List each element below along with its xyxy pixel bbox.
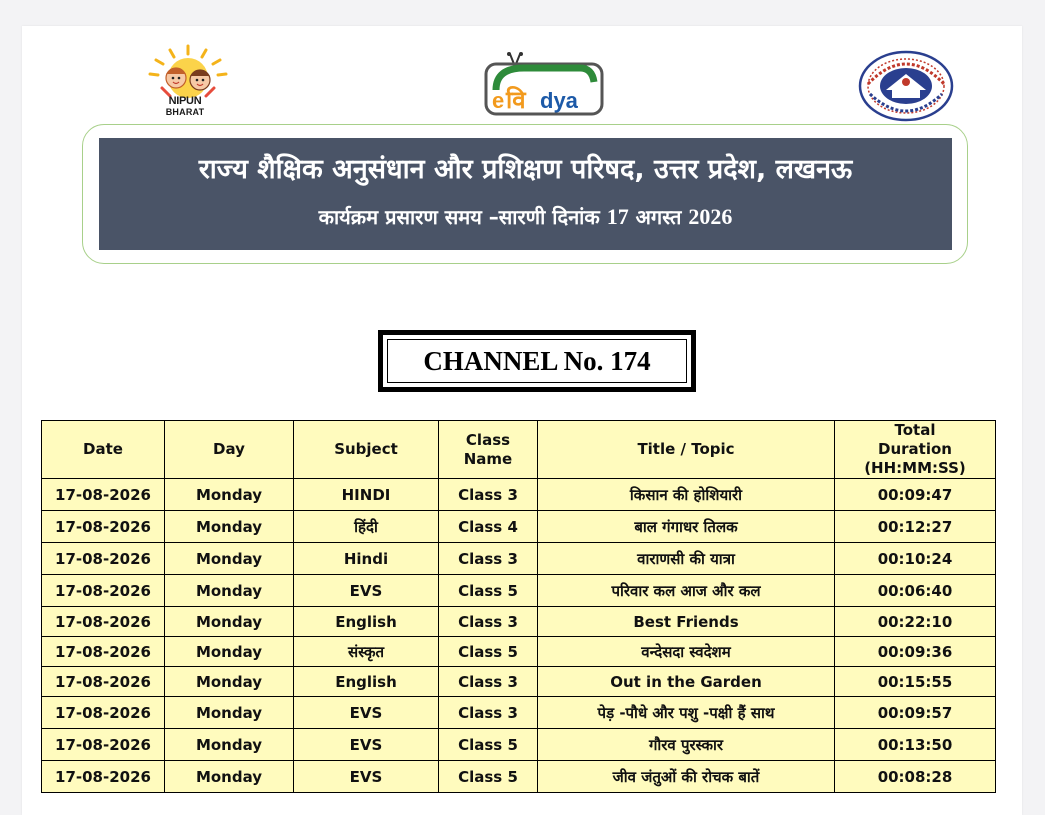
cell-duration: 00:12:27 [835, 511, 996, 543]
table-row [42, 761, 996, 793]
nipun-logo-line1: NIPUN [168, 95, 202, 107]
cell-topic: पेड़ -पौधे और पशु -पक्षी हैं साथ [538, 697, 835, 729]
channel-label: CHANNEL No. 174 [387, 339, 687, 383]
cell-class: Class 3 [439, 607, 538, 637]
table-header-row [42, 421, 996, 479]
cell-date: 17-08-2026 [42, 511, 165, 543]
cell-topic: गौरव पुरस्कार [538, 729, 835, 761]
cell-class: Class 5 [439, 575, 538, 607]
cell-day: Monday [165, 543, 294, 575]
cell-duration: 00:08:28 [835, 761, 996, 793]
schedule-subtitle-prefix: कार्यक्रम प्रसारण समय –सारणी दिनांक [318, 205, 600, 229]
header-title-topic: Title / Topic [538, 421, 835, 479]
cell-day: Monday [165, 479, 294, 511]
header-class-name [439, 421, 538, 479]
document-page [22, 26, 1022, 815]
scert-seal-icon [858, 50, 954, 122]
svg-text:e: e [492, 88, 505, 113]
table-row [42, 479, 996, 511]
table-row [42, 575, 996, 607]
cell-class: Class 5 [439, 637, 538, 667]
cell-class: Class 5 [439, 761, 538, 793]
cell-day: Monday [165, 511, 294, 543]
schedule-date-month: अगस्त [635, 205, 682, 229]
cell-day: Monday [165, 761, 294, 793]
header-total-duration [835, 421, 996, 479]
table-row [42, 667, 996, 697]
cell-class: Class 3 [439, 697, 538, 729]
schedule-date-year: 2026 [688, 204, 733, 229]
header-total-duration-text: Total Duration (HH:MM:SS) [864, 421, 966, 477]
cell-day: Monday [165, 607, 294, 637]
table-row [42, 729, 996, 761]
cell-duration: 00:09:47 [835, 479, 996, 511]
cell-subject: संस्कृत [294, 637, 439, 667]
cell-duration: 00:13:50 [835, 729, 996, 761]
header-date: Date [42, 421, 165, 479]
cell-day: Monday [165, 667, 294, 697]
cell-subject: EVS [294, 729, 439, 761]
cell-day: Monday [165, 697, 294, 729]
svg-text:dya: dya [540, 88, 578, 113]
cell-topic: किसान की होशियारी [538, 479, 835, 511]
cell-date: 17-08-2026 [42, 761, 165, 793]
cell-subject: EVS [294, 575, 439, 607]
table-row [42, 637, 996, 667]
cell-subject: HINDI [294, 479, 439, 511]
evidya-logo-icon [484, 50, 604, 116]
cell-subject: EVS [294, 697, 439, 729]
cell-class: Class 5 [439, 729, 538, 761]
table-row [42, 511, 996, 543]
nipun-bharat-logo [136, 42, 240, 122]
cell-day: Monday [165, 575, 294, 607]
schedule-date-day: 17 [606, 204, 629, 229]
title-banner [99, 138, 952, 250]
cell-duration: 00:15:55 [835, 667, 996, 697]
cell-duration: 00:09:57 [835, 697, 996, 729]
cell-subject: EVS [294, 761, 439, 793]
header-subject: Subject [294, 421, 439, 479]
table-row [42, 607, 996, 637]
cell-class: Class 3 [439, 479, 538, 511]
cell-date: 17-08-2026 [42, 697, 165, 729]
cell-subject: English [294, 607, 439, 637]
cell-day: Monday [165, 637, 294, 667]
header-class-name-text: Class Name [463, 430, 513, 468]
cell-topic: वन्देसदा स्वदेशम [538, 637, 835, 667]
cell-date: 17-08-2026 [42, 729, 165, 761]
cell-subject: English [294, 667, 439, 697]
organization-title: राज्य शैक्षिक अनुसंधान और प्रशिक्षण परिषद, उत्तर प्रदेश, लखनऊ [198, 154, 853, 185]
cell-subject: हिंदी [294, 511, 439, 543]
cell-duration: 00:09:36 [835, 637, 996, 667]
cell-date: 17-08-2026 [42, 667, 165, 697]
schedule-subtitle [99, 202, 952, 232]
nipun-children-sun-icon [136, 42, 240, 100]
cell-class: Class 3 [439, 667, 538, 697]
cell-date: 17-08-2026 [42, 543, 165, 575]
table-row [42, 543, 996, 575]
cell-topic: जीव जंतुओं की रोचक बातें [538, 761, 835, 793]
cell-class: Class 3 [439, 543, 538, 575]
header-day: Day [165, 421, 294, 479]
nipun-logo-line2: BHARAT [165, 107, 205, 117]
cell-class: Class 4 [439, 511, 538, 543]
cell-topic: वाराणसी की यात्रा [538, 543, 835, 575]
cell-date: 17-08-2026 [42, 637, 165, 667]
cell-topic: परिवार कल आज और कल [538, 575, 835, 607]
cell-topic: Best Friends [538, 607, 835, 637]
cell-day: Monday [165, 729, 294, 761]
svg-text:वि: वि [506, 86, 526, 114]
cell-topic: Out in the Garden [538, 667, 835, 697]
cell-duration: 00:22:10 [835, 607, 996, 637]
cell-date: 17-08-2026 [42, 607, 165, 637]
cell-topic: बाल गंगाधर तिलक [538, 511, 835, 543]
channel-box [378, 330, 696, 392]
cell-date: 17-08-2026 [42, 479, 165, 511]
cell-duration: 00:10:24 [835, 543, 996, 575]
table-row [42, 697, 996, 729]
cell-date: 17-08-2026 [42, 575, 165, 607]
cell-duration: 00:06:40 [835, 575, 996, 607]
cell-subject: Hindi [294, 543, 439, 575]
schedule-table [41, 420, 996, 793]
